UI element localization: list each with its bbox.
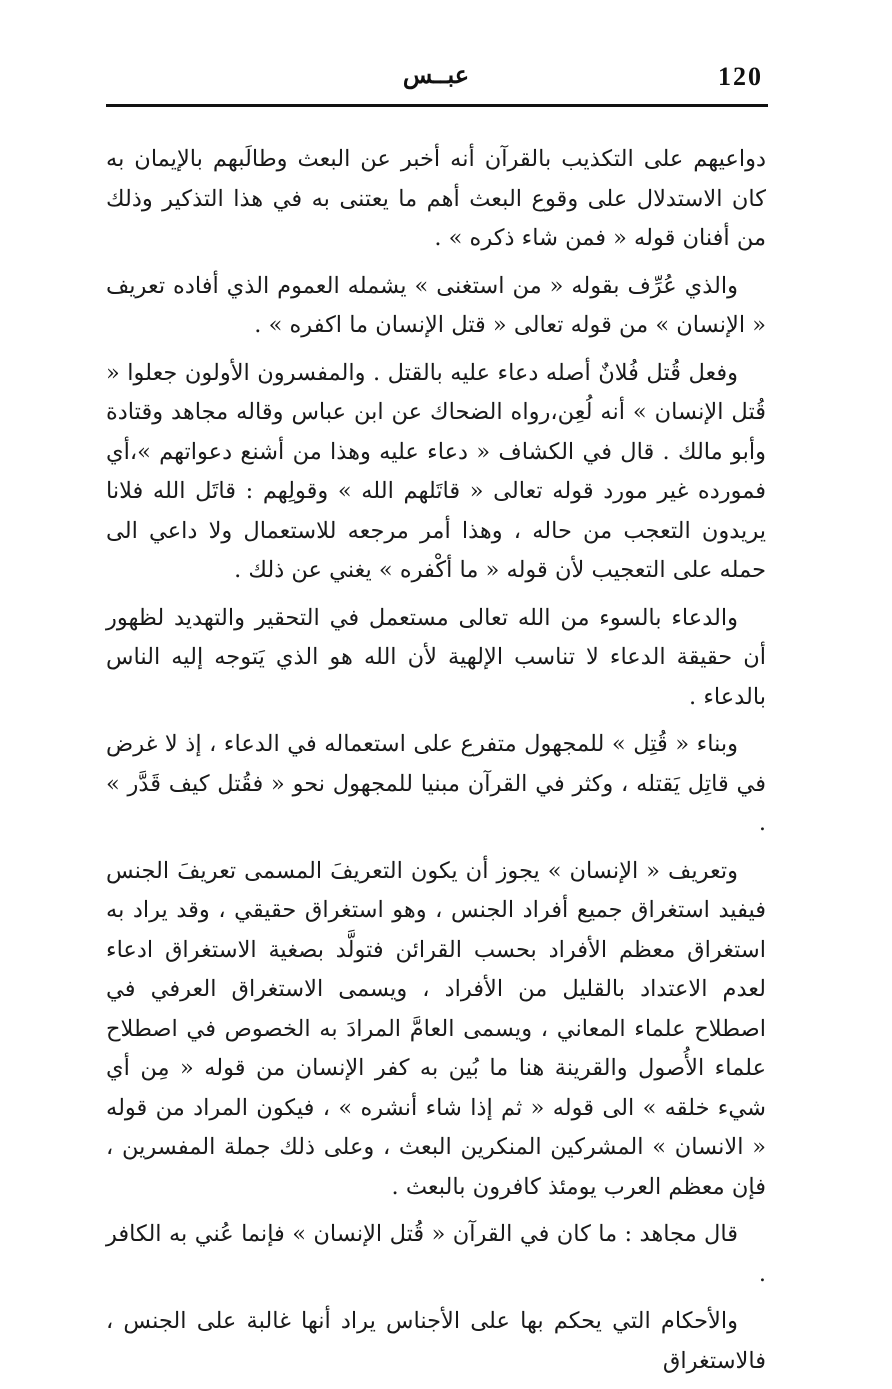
- paragraph: وفعل قُتل فُلانٌ أصله دعاء عليه بالقتل . والمفسرون الأولون جعلوا « قُتل الإنسان » أنه لُعِن،رواه الضحاك عن ابن عباس وقاله مجاهد وقتادة وأبو مالك . قال في الكشاف « دعاء عليه وهذا من أشنع دعواتهم »،أي فمورده غير مورد قوله تعالى « قاتَلهم الله » وقولِهم : قاتَل الله فلانا يريدون التعجب من حاله ، وهذا أمر مرجعه للاستعمال ولا داعي الى حمله على التعجيب لأن قوله « ما أكْفره » يغني عن ذلك .: [106, 359, 766, 583]
- paragraph: والأحكام التي يحكم بها على الأجناس يراد أنها غالبة على الجنس ، فالاستغراق: [106, 1308, 766, 1374]
- running-title: عبــس: [402, 60, 470, 89]
- header-rule: [106, 104, 768, 107]
- paragraph: وبناء « قُتِل » للمجهول متفرع على استعماله في الدعاء ، إذ لا غرض في قاتِل يَقتله ، وكثر في القرآن مبنيا للمجهول نحو « فقُتل كيف قَدَّر » .: [106, 731, 766, 836]
- paragraph: قال مجاهد : ما كان في القرآن « قُتل الإنسان » فإنما عُني به الكافر .: [106, 1221, 766, 1287]
- paragraph: وتعريف « الإنسان » يجوز أن يكون التعريفَ المسمى تعريفَ الجنس فيفيد استغراق جميع أفراد الجنس ، وهو استغراق حقيقي ، وقد يراد به استغراق معظم الأفراد بحسب القرائن فتولَّد بصغية الاستغراق ادعاء لعدم الاعتداد بالقليل من الأفراد ، ويسمى الاستغراق العرفي في اصطلاح علماء المعاني ، ويسمى العامَّ المرادَ به الخصوص في اصطلاح علماء الأُصول والقرينة هنا ما بُين به كفر الإنسان من قوله « مِن أي شيء خلقه » الى قوله « ثم إذا شاء أنشره » ، فيكون المراد من قوله « الانسان » المشركين المنكرين البعث ، وعلى ذلك جملة المفسرين ، فإن معظم العرب يومئذ كافرون بالبعث .: [106, 857, 766, 1200]
- page-header: [106, 62, 768, 102]
- paragraph: دواعيهم على التكذيب بالقرآن أنه أخبر عن البعث وطالَبهم بالإيمان به كان الاستدلال على وقوع البعث أهم ما يعتنى به في هذا التذكير وذلك من أفنان قوله « فمن شاء ذكره » .: [106, 146, 766, 251]
- paragraph: والذي عُرِّف بقوله « من استغنى » يشمله العموم الذي أفاده تعريف « الإنسان » من قوله تعالى « قتل الإنسان ما اكفره » .: [106, 272, 766, 338]
- body-text: [106, 140, 766, 1389]
- page-number: 120: [718, 62, 763, 91]
- paragraph: والدعاء بالسوء من الله تعالى مستعمل في التحقير والتهديد لظهور أن حقيقة الدعاء لا تناسب الإلهية لأن الله هو الذي يَتوجه إليه الناس بالدعاء .: [106, 604, 766, 710]
